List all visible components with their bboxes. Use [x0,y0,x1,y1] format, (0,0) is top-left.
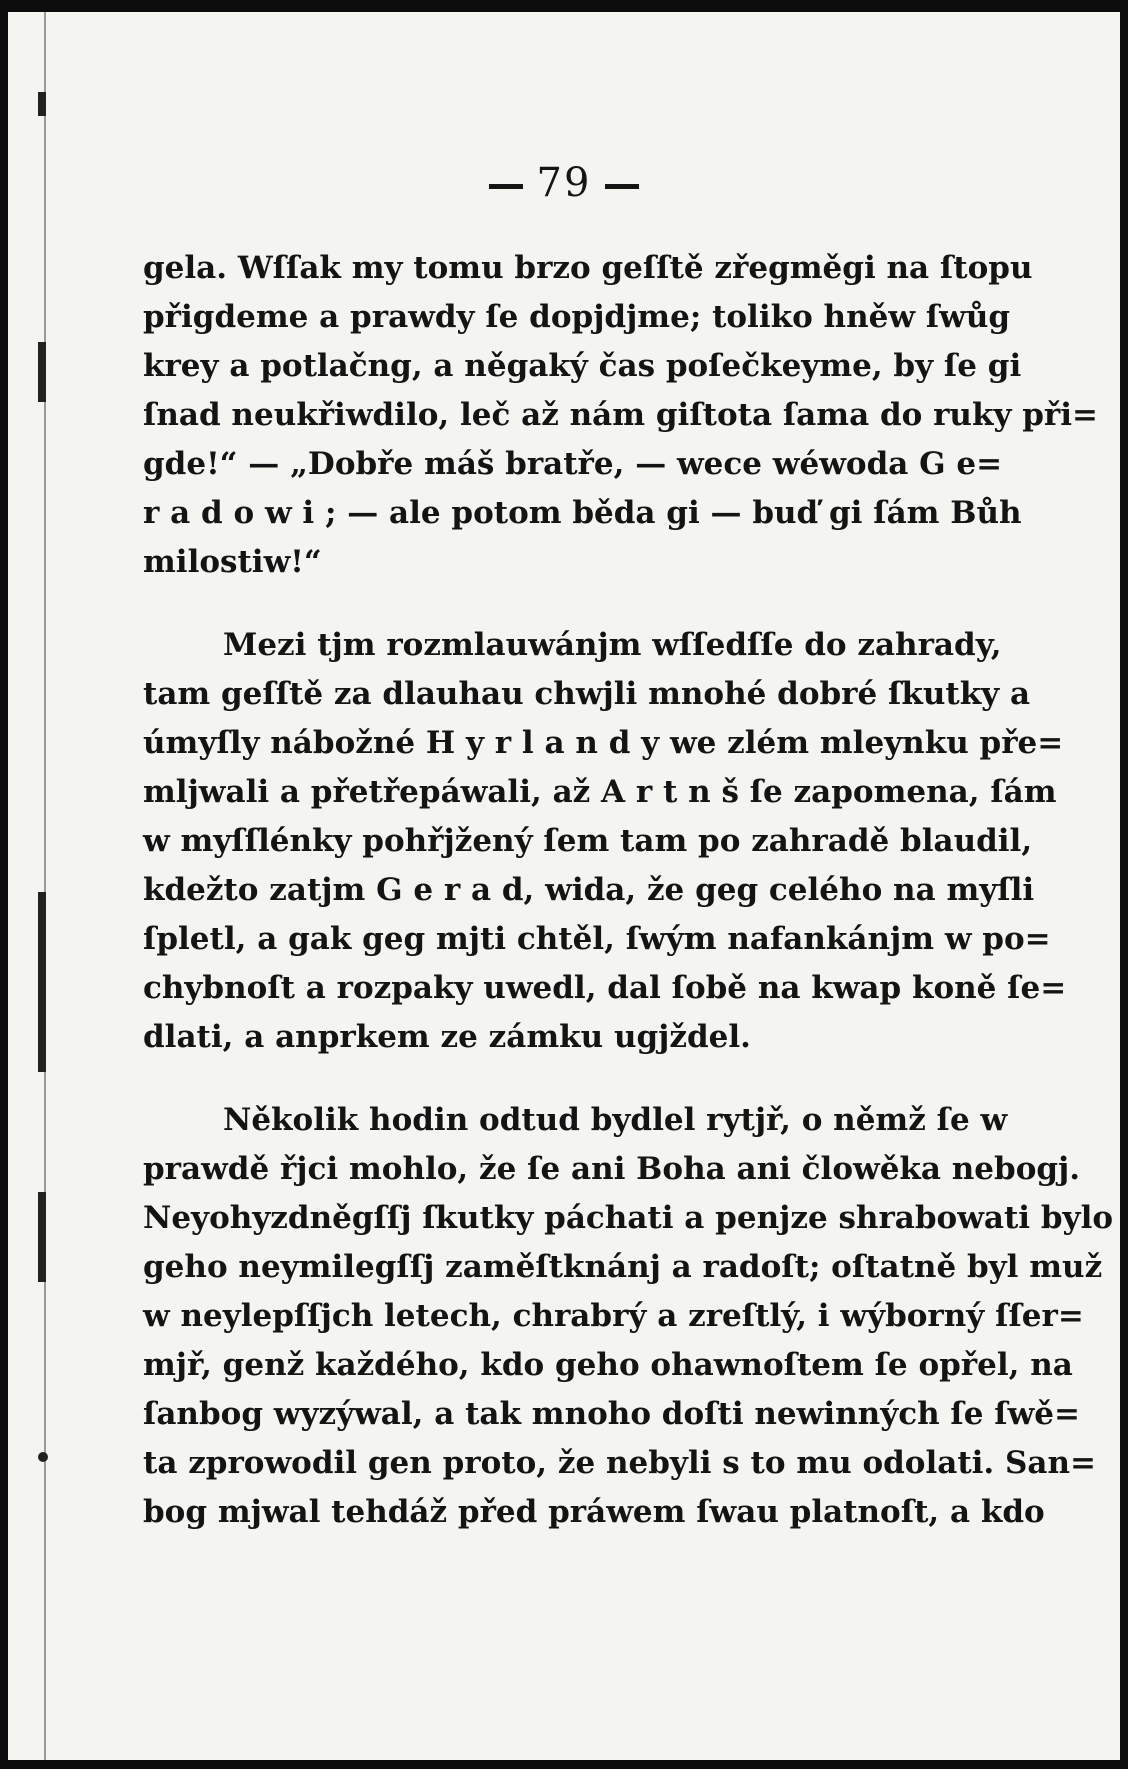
book-page [8,12,1120,1760]
folio-dash-right [605,184,639,189]
text-line: kdežto zatjm G e r a d, wida, že geg celého na myſli [143,872,1035,908]
page-number [8,160,1120,206]
text-line: tam geſſtě za dlauhau chwjli mnohé dobré ſkutky a [143,676,1031,712]
paragraph [143,621,1067,1062]
binding-mark [38,892,46,1072]
text-line: milostiw!“ [143,544,322,580]
text-line: r a d o w i ; — ale potom běda gi — buď gi ſám Bůh [143,495,1022,531]
paragraph-gap [143,587,995,621]
text-line: mljwali a přetřepáwali, až A r t n š ſe zapomena, ſám [143,774,1057,810]
text-line: gde!“ — „Dobře máš bratře, — wece wéwoda G e= [143,446,1003,482]
text-line: Neyohyzdněgſſj ſkutky páchati a penjze shrabowati bylo [143,1200,1114,1236]
text-line: geho neymilegſſj zaměſtknánj a radoſt; oſtatně byl muž [143,1249,1103,1285]
text-line: ſpletl, a gak geg mjti chtěl, ſwým nafankánjm w po= [143,921,1051,957]
text-line: w neylepſſjch letech, chrabrý a zreſtlý, i wýborný ſſer= [143,1298,1084,1334]
text-line: ſanbog wyzýwal, a tak mnoho doſti newinných ſe ſwě= [143,1396,1080,1432]
text-line: Mezi tjm rozmlauwánjm wſſedſſe do zahrady, [223,627,1002,663]
text-line: ſnad neukřiwdilo, leč až nám giſtota ſama do ruky při= [143,397,1099,433]
body-text [143,244,1114,1537]
text-line: w myſſlénky pohřjžený ſem tam po zahradě blaudil, [143,823,1033,859]
binding-edge-line [44,12,46,1760]
paragraph-gap [143,1062,995,1096]
text-line: krey a potlačng, a něgaký čas poſečkeyme, by ſe gi [143,348,1022,384]
folio-dash-left [489,184,523,189]
text-line: dlati, a anprkem ze zámku ugjždel. [143,1019,751,1055]
text-line: chybnoſt a rozpaky uwedl, dal ſobě na kwap koně ſe= [143,970,1067,1006]
text-line: úmyſly nábožné H y r l a n d y we zlém mleynku pře= [143,725,1064,761]
binding-mark [38,92,46,116]
text-line: gela. Wſſak my tomu brzo geſſtě zřegměgi na ſtopu [143,250,1033,286]
text-line: ta zprowodil gen proto, že nebyli s to mu odolati. San= [143,1445,1097,1481]
binding-dot [38,1452,48,1462]
text-line: prawdě řjci mohlo, že ſe ani Boha ani člowěka nebogj. [143,1151,1081,1187]
text-line: přigdeme a prawdy ſe dopjdjme; toliko hněw ſwůg [143,299,1011,335]
page-number-value: 79 [536,160,592,206]
binding-mark [38,1192,46,1282]
text-line: bog mjwal tehdáž před práwem ſwau platnoſt, a kdo [143,1494,1045,1530]
binding-mark [38,342,46,402]
paragraph [143,1096,1114,1537]
text-line: Několik hodin odtud bydlel rytjř, o němž ſe w [223,1102,1008,1138]
paragraph [143,244,1099,587]
text-line: mjř, genž každého, kdo geho ohawnoſtem ſe opřel, na [143,1347,1073,1383]
